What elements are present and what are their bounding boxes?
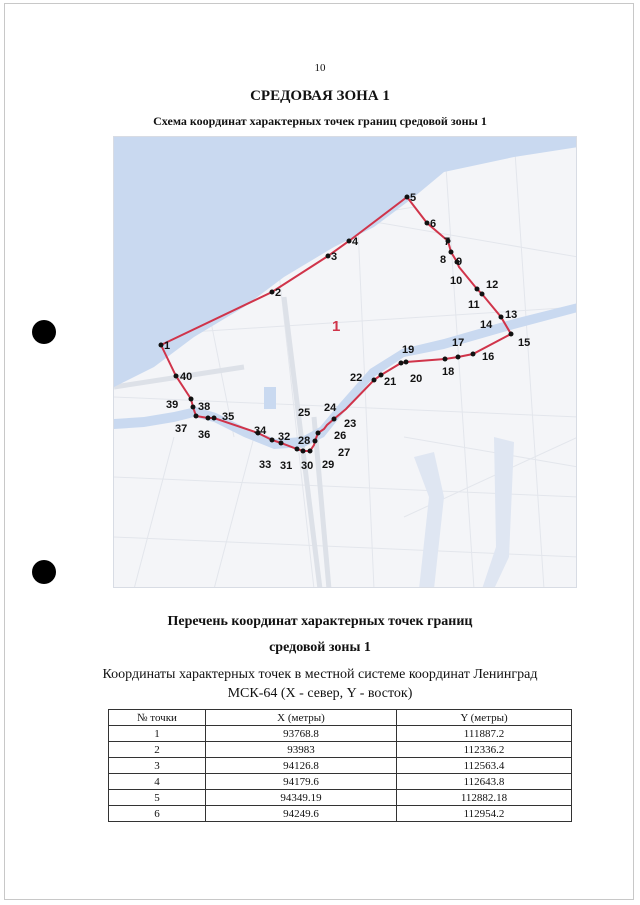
- svg-text:39: 39: [166, 399, 179, 411]
- cell-point: 3: [109, 758, 206, 774]
- table-row: [109, 758, 572, 774]
- svg-text:26: 26: [334, 430, 347, 442]
- punch-hole-upper: [32, 320, 56, 344]
- cell-x: 94126.8: [206, 758, 397, 774]
- coordinates-table: [108, 709, 572, 822]
- table-row: [109, 774, 572, 790]
- page-number: 10: [314, 62, 326, 74]
- svg-text:24: 24: [324, 402, 337, 414]
- cell-y: 112336.2: [397, 742, 572, 758]
- cell-x: 94349.19: [206, 790, 397, 806]
- svg-text:9: 9: [456, 256, 463, 268]
- svg-text:34: 34: [254, 425, 267, 437]
- svg-text:38: 38: [198, 401, 211, 413]
- col-header-y: Y (метры): [397, 710, 572, 726]
- table-header-row: [109, 710, 572, 726]
- svg-text:13: 13: [505, 309, 518, 321]
- cell-y: 111887.2: [397, 726, 572, 742]
- svg-text:12: 12: [486, 279, 499, 291]
- svg-text:28: 28: [298, 435, 311, 447]
- svg-text:30: 30: [301, 460, 314, 472]
- svg-text:2: 2: [275, 287, 282, 299]
- map-caption: Схема координат характерных точек границ средовой зоны 1: [153, 114, 487, 128]
- svg-text:1: 1: [164, 340, 171, 352]
- svg-text:18: 18: [442, 366, 455, 378]
- coordinate-system-description: Координаты характерных точек в местной системе координат Ленинград МСК-64 (X - север, Y - восток): [102, 667, 538, 701]
- cell-y: 112643.8: [397, 774, 572, 790]
- zone-map: [113, 136, 577, 588]
- cell-x: 93983: [206, 742, 397, 758]
- table-row: [109, 806, 572, 822]
- col-header-point: № точки: [109, 710, 206, 726]
- svg-text:32: 32: [278, 431, 291, 443]
- cell-point: 6: [109, 806, 206, 822]
- cell-y: 112954.2: [397, 806, 572, 822]
- svg-text:20: 20: [410, 373, 423, 385]
- svg-text:17: 17: [452, 337, 465, 349]
- table-row: [109, 790, 572, 806]
- punch-hole-lower: [32, 560, 56, 584]
- cell-x: 93768.8: [206, 726, 397, 742]
- svg-text:3: 3: [331, 251, 338, 263]
- svg-text:33: 33: [259, 459, 272, 471]
- cell-point: 5: [109, 790, 206, 806]
- svg-text:8: 8: [440, 254, 447, 266]
- svg-text:22: 22: [350, 372, 363, 384]
- cell-y: 112563.4: [397, 758, 572, 774]
- svg-text:19: 19: [402, 344, 415, 356]
- svg-text:7: 7: [444, 236, 451, 248]
- svg-text:27: 27: [338, 447, 351, 459]
- list-title: Перечень координат характерных точек границ: [167, 614, 473, 629]
- svg-text:40: 40: [180, 371, 193, 383]
- svg-text:10: 10: [450, 275, 463, 287]
- cell-x: 94249.6: [206, 806, 397, 822]
- svg-text:6: 6: [430, 218, 437, 230]
- svg-text:21: 21: [384, 376, 397, 388]
- svg-text:35: 35: [222, 411, 235, 423]
- svg-text:4: 4: [352, 236, 359, 248]
- svg-text:37: 37: [175, 423, 188, 435]
- pond: [264, 387, 276, 409]
- svg-text:31: 31: [280, 460, 293, 472]
- svg-text:15: 15: [518, 337, 531, 349]
- list-subtitle: средовой зоны 1: [269, 640, 371, 655]
- svg-text:14: 14: [480, 319, 493, 331]
- svg-text:23: 23: [344, 418, 357, 430]
- cell-point: 2: [109, 742, 206, 758]
- svg-text:11: 11: [468, 299, 480, 311]
- svg-text:36: 36: [198, 429, 211, 441]
- page-title: СРЕДОВАЯ ЗОНА 1: [250, 88, 390, 104]
- zone-number-label: 1: [332, 318, 341, 335]
- cell-point: 1: [109, 726, 206, 742]
- cell-y: 112882.18: [397, 790, 572, 806]
- table-row: [109, 726, 572, 742]
- svg-text:5: 5: [410, 192, 417, 204]
- cell-x: 94179.6: [206, 774, 397, 790]
- svg-text:25: 25: [298, 407, 311, 419]
- cell-point: 4: [109, 774, 206, 790]
- svg-text:16: 16: [482, 351, 495, 363]
- col-header-x: X (метры): [206, 710, 397, 726]
- table-row: [109, 742, 572, 758]
- svg-text:29: 29: [322, 459, 335, 471]
